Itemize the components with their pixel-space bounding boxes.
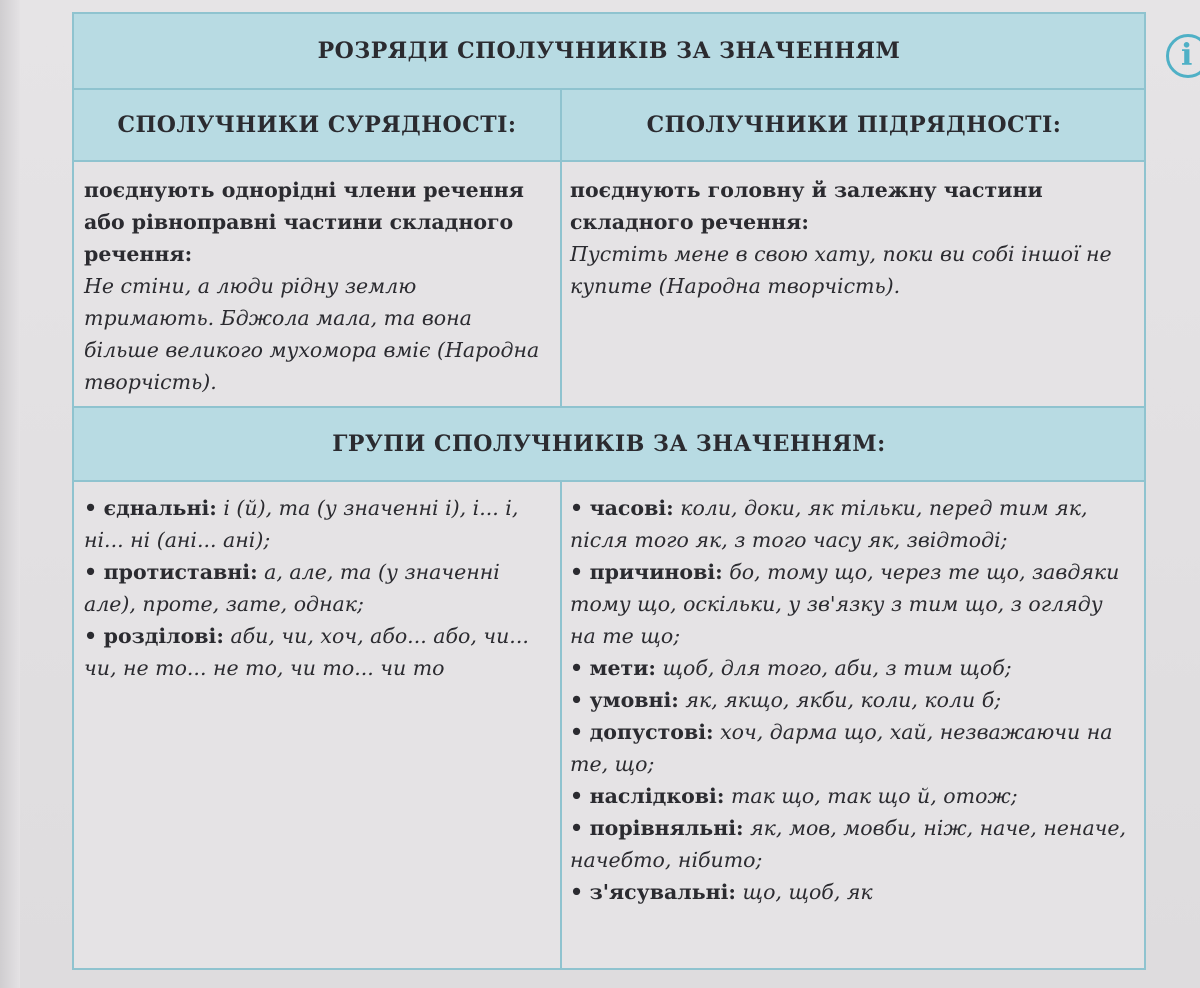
list-item [570, 492, 1134, 556]
subordinating-cell [562, 162, 1146, 406]
groups-title: ГРУПИ СПОЛУЧНИКІВ ЗА ЗНАЧЕННЯМ: [332, 431, 886, 457]
bullet-icon: • [84, 496, 98, 520]
group-conjunctions: що, щоб, як [742, 880, 873, 904]
group-conjunctions: аби, чи, хоч, або... або, чи... чи, не то... не то, чи то... чи то [84, 624, 529, 680]
groups-row [74, 482, 1144, 968]
group-label: єднальні: [103, 496, 217, 520]
list-item [570, 556, 1134, 652]
table-title-row [74, 14, 1144, 90]
list-item [84, 492, 548, 556]
coordinating-definition: поєднують однорідні члени речення або рівноправні частини складного речення: [84, 178, 524, 266]
list-item [570, 812, 1134, 876]
bullet-icon: • [570, 720, 584, 744]
coordinating-groups-cell [74, 482, 560, 968]
subordinating-example: Пустіть мене в свою хату, поки ви собі іншої не купите (Народна творчість). [570, 242, 1112, 298]
group-label: мети: [589, 656, 656, 680]
column-header-row [74, 90, 1144, 162]
list-item [570, 780, 1134, 812]
column-divider [560, 90, 562, 160]
bullet-icon: • [84, 560, 98, 584]
group-conjunctions: так що, так що й, отож; [730, 784, 1018, 808]
group-label: допустові: [589, 720, 714, 744]
conjunctions-table [72, 12, 1146, 970]
list-item [84, 620, 548, 684]
group-label: протиставні: [103, 560, 258, 584]
subordinating-definition: поєднують головну й залежну частини складного речення: [570, 178, 1043, 234]
group-conjunctions: як, мов, мовби, ніж, наче, неначе, начебто, нібито; [570, 816, 1127, 872]
group-conjunctions: хоч, дарма що, хай, незважаючи на те, що; [570, 720, 1113, 776]
group-label: розділові: [103, 624, 224, 648]
group-conjunctions: коли, доки, як тільки, перед тим як, після того як, з того часу як, звідтоді; [570, 496, 1088, 552]
group-conjunctions: а, але, та (у значенні але), проте, зате, однак; [84, 560, 500, 616]
subordinating-groups-cell [562, 482, 1146, 968]
bullet-icon: • [84, 624, 98, 648]
group-conjunctions: щоб, для того, аби, з тим щоб; [662, 656, 1012, 680]
group-conjunctions: бо, тому що, через те що, завдяки тому що, оскільки, у зв'язку з тим що, з огляду на те що; [570, 560, 1120, 648]
coordinating-example: Не стіни, а люди рідну землю тримають. Бджола мала, та вона більше великого мухомора вміє (Народна творчість). [84, 274, 540, 394]
page-edge [0, 0, 20, 988]
group-label: наслідкові: [589, 784, 725, 808]
group-conjunctions: і (й), та (у значенні і), і... і, ні... ні (ані... ані); [84, 496, 519, 552]
column-header-coordinating: СПОЛУЧНИКИ СУРЯДНОСТІ: [117, 112, 517, 138]
bullet-icon: • [570, 816, 584, 840]
column-header-subordinating: СПОЛУЧНИКИ ПІДРЯДНОСТІ: [646, 112, 1062, 138]
list-item [570, 652, 1134, 684]
bullet-icon: • [570, 560, 584, 584]
groups-header-row [74, 408, 1144, 482]
bullet-icon: • [570, 880, 584, 904]
bullet-icon: • [570, 496, 584, 520]
group-label: умовні: [589, 688, 679, 712]
group-label: часові: [589, 496, 674, 520]
list-item [570, 876, 1134, 908]
group-label: з'ясувальні: [589, 880, 737, 904]
bullet-icon: • [570, 784, 584, 808]
list-item [84, 556, 548, 620]
group-conjunctions: як, якщо, якби, коли, коли б; [685, 688, 1002, 712]
bullet-icon: • [570, 688, 584, 712]
coordinating-cell [74, 162, 560, 406]
list-item [570, 716, 1134, 780]
group-label: причинові: [589, 560, 723, 584]
bullet-icon: • [570, 656, 584, 680]
definition-row [74, 162, 1144, 408]
list-item [570, 684, 1134, 716]
table-title: РОЗРЯДИ СПОЛУЧНИКІВ ЗА ЗНАЧЕННЯМ [317, 38, 901, 64]
info-icon: i [1166, 34, 1200, 78]
group-label: порівняльні: [589, 816, 744, 840]
